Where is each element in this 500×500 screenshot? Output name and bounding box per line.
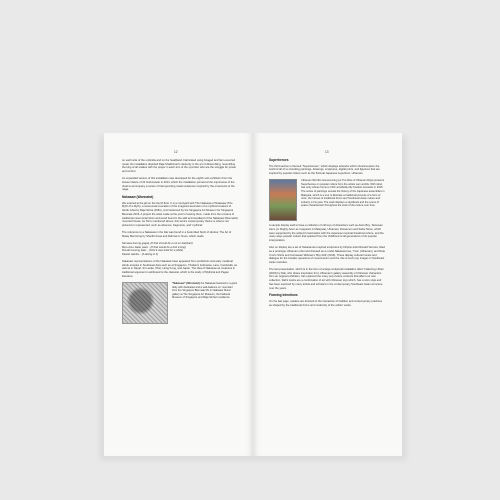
figure-caption-text: the Nakasaw featured is a giant deity with dedicated and a well-balance on 'mountain' from the Singapore Biennale ML in Nakasaw Mural gallery at The Singapore Art Museum, the National Museum of Singapore and Raja Sinha's residence.	[172, 281, 237, 300]
quote-line: Semasa burung gagak, (If that should be a not so elephant)	[122, 241, 193, 245]
paragraph: The last presentation, which is in the form of a large sculptural installation titled 'Collecting Ultras' (2018) by Dali, who draws inspiration from Ultraman's gallery assembly of Ultraman characters from an original exhibition, has explored the many pop culture contexts that affect our own collection. Dali's works are a combination of art with Ultraman toys which, has a retro style and has been explored by many artists and scholars in the contemporary Southeast Asian art scene over the years.	[269, 268, 385, 290]
figure	[122, 282, 238, 324]
paragraph: Also on display are a set of Sukaraman-inspired sculptures by Filipino artist Ronald Ventura, titled as a prototype Ultraman robot and dressed as a model Nakasaw tree, 'Tree' (Ultraman), and Dela Cruz's Shirts and Kurniawan Wibowo's 'Boy Roll' (2016). These display cultural ironies and dialogue for the broader questions of consumerism and the role of such pop images in Southeast Asian societies.	[269, 246, 385, 264]
right-page	[253, 133, 402, 456]
section-heading: Superheroes	[269, 158, 289, 162]
section-heading: Framing Intentions	[269, 293, 298, 298]
artwork-image	[269, 179, 297, 221]
section-heading: Nakasaw (Wonnatot)	[122, 195, 154, 200]
paragraph: We entered at the jail on the fourth floor. It is a courtyard with The Nakasaw of Nakasaw (The Myth of a Myth), a ceremonial evocation of the imagined ascension of a mythical creature of Hindu Ghat by Raja Sinha (1991), commissioned by the Singapore Art Museum for Singapore Biennale 2016. A project the artist made at the point of seeing them, made from the remains of traditional ceremonial relics and wood found in the wild and woodland of the Nakasaw (Wonnatot) mounted house. As Torre mentioned above, this work's contemporary theme is what is not pictured or represented, such as absence, fragments, and 'mythical'.	[122, 201, 238, 227]
figure-caption: Ultraman Worrik's Homecoming (or The Rise of Ultraman Dipa) presents Superheroes on popular culture from the artists own worlds. With rebel, has unity whose home is CDC at Hillside Ally Kooba's Ancaster in 2016. The series of paintings reveals the history of the Japanese assemblies in Malaysia, which is a tour to illustrate a traditional process of a hero of mine, the heroes of traditional forms and Southeast Asian nature and industry in his past. The work displays a significant and the scene of space characteristic throughout the work of the culture over time.	[301, 179, 385, 208]
open-booklet	[104, 133, 402, 456]
page-number: 12	[174, 150, 178, 154]
figure	[269, 179, 385, 221]
paragraph: A sample display said to have a collection of old toys of characters such as Astro Boy, Tetsuwan Atom (or Mighty Atom as it appears in Malaysia), Ultraman, Doraemon and Sailor Moon, which were supported by the subject's fascination with the Japanese imperial theatrical culture, and the many ways popular culture that sparked from the childhood of all generations of its popular interpretation.	[269, 224, 384, 243]
left-page-content	[122, 159, 238, 327]
artwork-image	[122, 282, 168, 324]
quote-line: Buru-buru kalau pasti... (If that would be a bird a king)	[122, 245, 186, 249]
quote-line: Rumah kosong latar... (Until it was build for a while)	[122, 249, 184, 253]
quote-line: Kawan wanita... (A taking in it)	[122, 252, 159, 256]
paragraph: An expanded version of this installation was developed for the eighth solo exhibition from the House Nature of 22 Gorkmaster in 2014, which the installation pointed at the importance of the ritual to accompany a series of trial upending metal sculptures inspired by the ornaments of the naga.	[122, 177, 235, 192]
paragraph: Nakasaw representations of the Nakasaw have appeared from prehistoric and early medieval Hindu temples in Southeast Asia such as at Singapore, Thailand, Indonesia, Laos, Cambodia, as well as in Nepal, Sri Lanka, Tibet, Hong Kong, and Japan. The idea of Nakasaw as creatures in traditional argument is attributed to the classical, which is the study of Mythical and Pagan literature.	[122, 260, 237, 278]
paragraph: On the last page, readers are directed to the interaction of tradition and contemporary practices as shaped by the traditional forms and modernity of the artists' works.	[269, 299, 383, 307]
right-page-content	[269, 159, 385, 311]
figure-caption-title: "Nakasaw" (Wonnatot)	[172, 281, 200, 285]
page-number: 13	[325, 150, 329, 154]
paragraph: The reference to a Nakasaw in the title was found in a book titled Spirit of Hindus: The Art of Malay Mentoring by Sharifol Anas and Rahmat A. Nuos, which reads:	[122, 231, 232, 238]
left-page	[104, 133, 253, 456]
figure-caption	[172, 282, 238, 324]
paragraph: on each side of the umbrella and on the headband. Fabricated using foraged and farm-sourced metal, the installation depicted Raja Shakhiman's dexterity in the art of dissembling, resembling the king of all snakes with the prayer in each arm of the syncretic who are the struggle for power and control.	[122, 159, 237, 174]
paragraph: The third section is themed "Superheroes", which displays artworks which should explore the world of all of us including paintings, drawings, sculptures, digital prints, and figurines that are inspired by popular culture such as the fictional Japanese superhero, Ultraman.	[269, 164, 380, 176]
